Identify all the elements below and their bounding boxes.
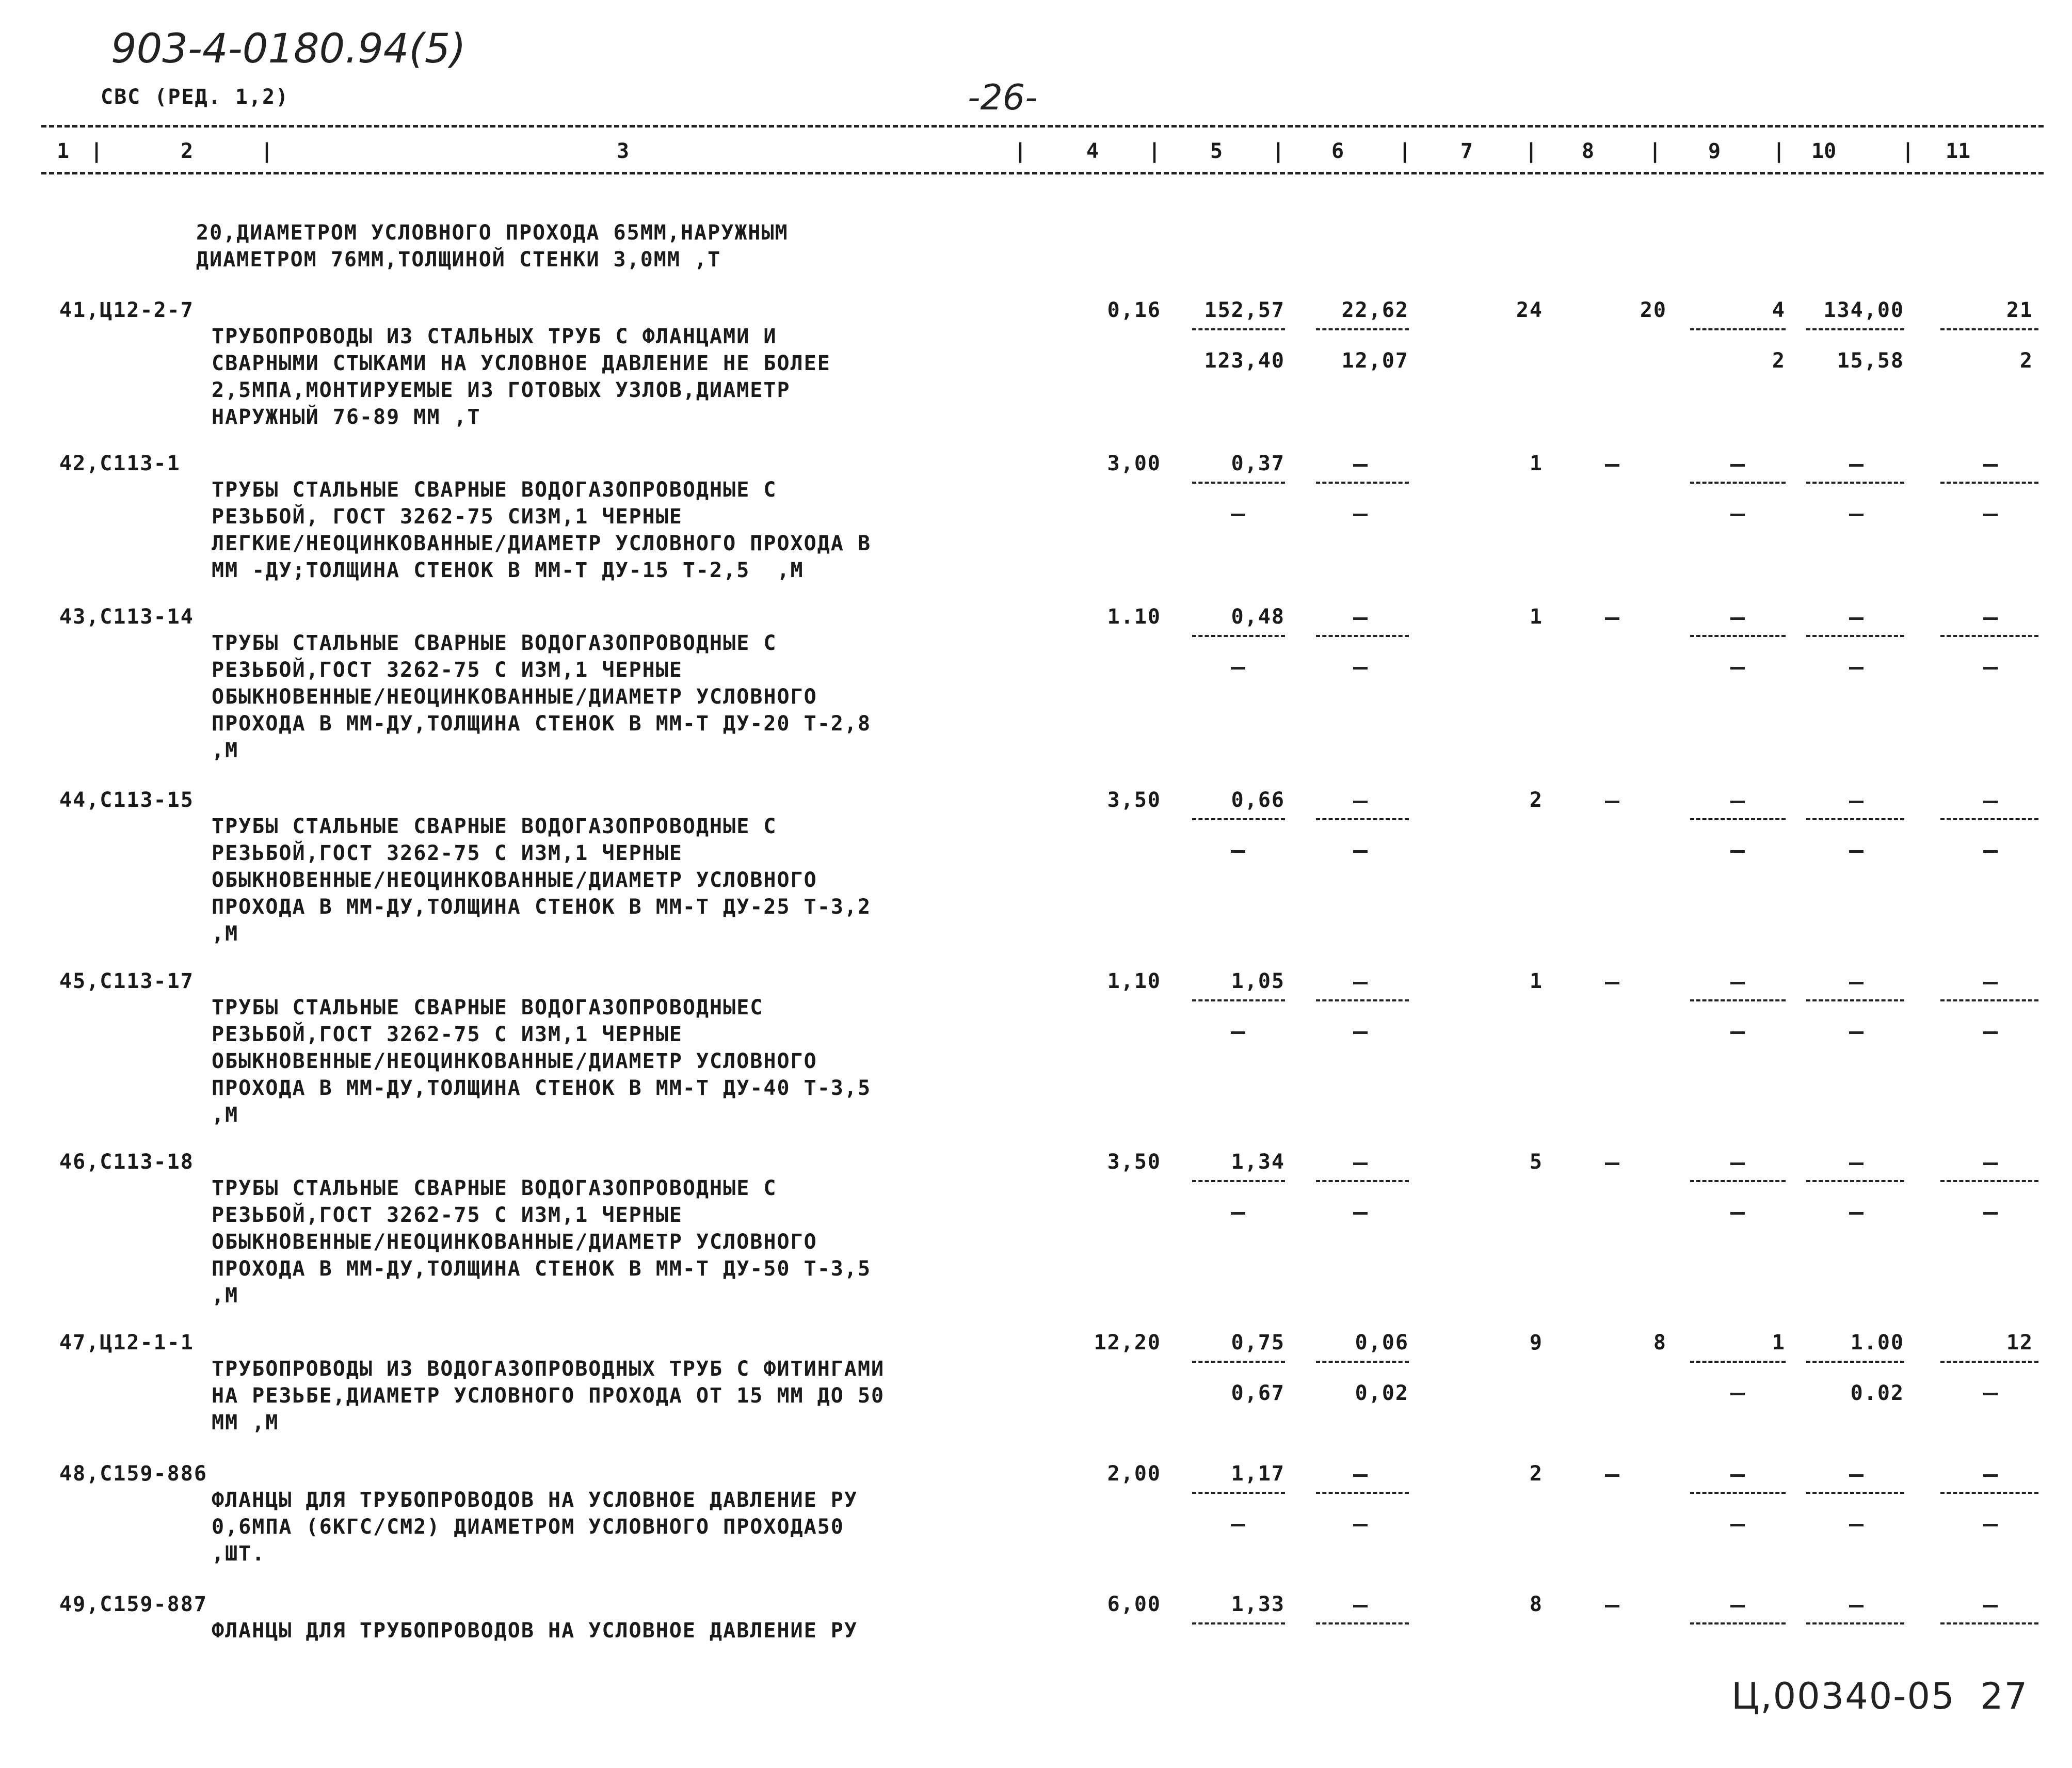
col-7-value: 8 — [1529, 1592, 1543, 1616]
col-10-dash — [1849, 1605, 1864, 1607]
col-11-value: 21 — [2006, 298, 2033, 322]
col-5-subvalue: 123,40 — [1204, 349, 1285, 373]
col-9-dash — [1730, 464, 1745, 467]
fraction-line — [1192, 1180, 1285, 1182]
col-10-subdash — [1849, 514, 1864, 516]
col-header-1: 1 — [57, 139, 70, 163]
col-9-value: 4 — [1772, 298, 1786, 322]
description-line: ТРУБЫ СТАЛЬНЫЕ СВАРНЫЕ ВОДОГАЗОПРОВОДНЫЕ С — [212, 1176, 777, 1200]
col-10-dash — [1849, 801, 1864, 803]
col-header-7: 7 — [1460, 139, 1473, 163]
row-code: 43,С113-14 — [59, 605, 194, 629]
col-4-value: 3,50 — [1107, 1150, 1161, 1174]
footer-stamp: Ц,00340-05 27 — [1731, 1675, 2029, 1717]
description-line: ТРУБЫ СТАЛЬНЫЕ СВАРНЫЕ ВОДОГАЗОПРОВОДНЫЕ С — [212, 631, 777, 655]
col-11-dash — [1983, 801, 1998, 803]
col-10-subdash — [1849, 667, 1864, 670]
description-line: ММ ,М — [212, 1411, 279, 1435]
col-10-subdash — [1849, 1031, 1864, 1034]
row-code: 46,С113-18 — [59, 1150, 194, 1174]
row-code: 48,С159-886 — [59, 1462, 207, 1486]
fraction-line — [1690, 818, 1786, 820]
col-11-dash — [1983, 982, 1998, 984]
col-4-value: 6,00 — [1107, 1592, 1161, 1616]
continuation-line: ДИАМЕТРОМ 76ММ,ТОЛЩИНОЙ СТЕНКИ 3,0ММ ,Т — [196, 248, 721, 272]
fraction-line — [1806, 1492, 1904, 1494]
fraction-line — [1690, 635, 1786, 637]
fraction-line — [1690, 1492, 1786, 1494]
col-header-6: 6 — [1331, 139, 1344, 163]
row-description — [212, 994, 871, 1128]
col-sep: | — [1902, 139, 1915, 163]
col-11-dash — [1983, 1474, 1998, 1477]
col-8-value: 20 — [1640, 298, 1667, 322]
fraction-line — [1192, 1361, 1285, 1363]
fraction-line — [1940, 635, 2038, 637]
fraction-line — [1940, 1492, 2038, 1494]
description-line: ФЛАНЦЫ ДЛЯ ТРУБОПРОВОДОВ НА УСЛОВНОЕ ДАВЛЕНИЕ РУ — [212, 1619, 858, 1643]
col-5-value: 1,34 — [1231, 1150, 1285, 1174]
col-5-subdash — [1231, 1031, 1245, 1034]
col-6-dash — [1353, 1162, 1368, 1165]
col-6-subdash — [1353, 1212, 1368, 1215]
col-7-value: 2 — [1529, 788, 1543, 812]
col-10-dash — [1849, 617, 1864, 620]
col-6-subdash — [1353, 1524, 1368, 1526]
col-9-dash — [1730, 1474, 1745, 1477]
col-6-value: 0,06 — [1355, 1331, 1409, 1355]
fraction-line — [1940, 328, 2038, 330]
description-line: ТРУБЫ СТАЛЬНЫЕ СВАРНЫЕ ВОДОГАЗОПРОВОДНЫЕ С — [212, 478, 777, 502]
fraction-line — [1192, 635, 1285, 637]
header-bottom-rule — [41, 172, 2044, 174]
fraction-line — [1192, 1622, 1285, 1624]
description-line: РЕЗЬБОЙ,ГОСТ 3262-75 С ИЗМ,1 ЧЕРНЫЕ — [212, 1023, 683, 1046]
col-8-dash — [1605, 982, 1619, 984]
col-9-dash — [1730, 801, 1745, 803]
fraction-line — [1316, 1492, 1409, 1494]
description-line: РЕЗЬБОЙ,ГОСТ 3262-75 С ИЗМ,1 ЧЕРНЫЕ — [212, 1203, 683, 1227]
fraction-line — [1940, 482, 2038, 484]
col-9-subdash — [1730, 1212, 1745, 1215]
col-5-subdash — [1231, 1524, 1245, 1526]
col-11-subdash — [1983, 1031, 1998, 1034]
col-11-subdash — [1983, 1524, 1998, 1526]
col-6-dash — [1353, 982, 1368, 984]
row-description — [212, 1617, 858, 1644]
row-code: 47,Ц12-1-1 — [59, 1331, 194, 1355]
col-8-value: 8 — [1653, 1331, 1667, 1355]
fraction-line — [1806, 1361, 1904, 1363]
fraction-line — [1316, 635, 1409, 637]
fraction-line — [1192, 482, 1285, 484]
col-6-subvalue: 0,02 — [1355, 1381, 1409, 1405]
description-line: ПРОХОДА В ММ-ДУ,ТОЛЩИНА СТЕНОК В ММ-Т ДУ-40 Т-3,5 — [212, 1076, 872, 1100]
col-6-dash — [1353, 801, 1368, 803]
fraction-line — [1806, 999, 1904, 1001]
col-5-subdash — [1231, 850, 1245, 853]
description-line: ЛЕГКИЕ/НЕОЦИНКОВАННЫЕ/ДИАМЕТР УСЛОВНОГО ПРОХОДА В — [212, 532, 872, 555]
col-5-value: 1,17 — [1231, 1462, 1285, 1486]
description-line: ,М — [212, 739, 239, 762]
col-9-dash — [1730, 617, 1745, 620]
col-6-value: 22,62 — [1341, 298, 1409, 322]
col-5-subdash — [1231, 514, 1245, 516]
row-code: 45,С113-17 — [59, 969, 194, 993]
col-8-dash — [1605, 1474, 1619, 1477]
header-top-rule — [41, 125, 2044, 128]
col-11-subdash — [1983, 514, 1998, 516]
description-line: РЕЗЬБОЙ,ГОСТ 3262-75 С ИЗМ,1 ЧЕРНЫЕ — [212, 658, 683, 682]
description-line: ПРОХОДА В ММ-ДУ,ТОЛЩИНА СТЕНОК В ММ-Т ДУ-25 Т-3,2 — [212, 895, 872, 919]
description-line: СВАРНЫМИ СТЫКАМИ НА УСЛОВНОЕ ДАВЛЕНИЕ НЕ БОЛЕЕ — [212, 352, 831, 375]
description-line: ОБЫКНОВЕННЫЕ/НЕОЦИНКОВАННЫЕ/ДИАМЕТР УСЛОВНОГО — [212, 685, 817, 709]
col-10-subvalue: 15,58 — [1837, 349, 1904, 373]
col-10-dash — [1849, 1474, 1864, 1477]
col-8-dash — [1605, 464, 1619, 467]
col-header-8: 8 — [1582, 139, 1595, 163]
col-10-dash — [1849, 982, 1864, 984]
handwritten-doc-id: 903-4-0180.94(5) — [111, 26, 466, 72]
col-5-value: 0,66 — [1231, 788, 1285, 812]
row-description — [212, 1175, 871, 1309]
col-7-value: 2 — [1529, 1462, 1543, 1486]
description-line: ,М — [212, 1103, 239, 1127]
col-10-dash — [1849, 1162, 1864, 1165]
col-11-dash — [1983, 464, 1998, 467]
description-line: ,ШТ. — [212, 1542, 266, 1566]
col-5-value: 1,05 — [1231, 969, 1285, 993]
col-sep: | — [1399, 139, 1411, 163]
col-7-value: 5 — [1529, 1150, 1543, 1174]
continuation-line: 20,ДИАМЕТРОМ УСЛОВНОГО ПРОХОДА 65ММ,НАРУЖНЫМ — [196, 221, 789, 245]
fraction-line — [1316, 328, 1409, 330]
row-code: 49,С159-887 — [59, 1592, 207, 1616]
row-code: 44,С113-15 — [59, 788, 194, 812]
col-header-2: 2 — [181, 139, 194, 163]
col-5-subvalue: 0,67 — [1231, 1381, 1285, 1405]
row-code: 42,С113-1 — [59, 452, 181, 475]
fraction-line — [1690, 1361, 1786, 1363]
col-6-dash — [1353, 617, 1368, 620]
description-line: ОБЫКНОВЕННЫЕ/НЕОЦИНКОВАННЫЕ/ДИАМЕТР УСЛОВНОГО — [212, 1230, 817, 1254]
fraction-line — [1316, 1361, 1409, 1363]
description-line: ТРУБОПРОВОДЫ ИЗ ВОДОГАЗОПРОВОДНЫХ ТРУБ С ФИТИНГАМИ — [212, 1357, 885, 1381]
col-9-subdash — [1730, 667, 1745, 670]
col-header-10: 10 — [1811, 139, 1837, 163]
description-line: ПРОХОДА В ММ-ДУ,ТОЛЩИНА СТЕНОК В ММ-Т ДУ-20 Т-2,8 — [212, 712, 872, 736]
col-sep: | — [1773, 139, 1786, 163]
col-10-subdash — [1849, 850, 1864, 853]
col-header-9: 9 — [1708, 139, 1721, 163]
fraction-line — [1806, 635, 1904, 637]
description-line: 0,6МПА (6КГС/СМ2) ДИАМЕТРОМ УСЛОВНОГО ПРОХОДА50 — [212, 1515, 844, 1539]
description-line: ПРОХОДА В ММ-ДУ,ТОЛЩИНА СТЕНОК В ММ-Т ДУ-50 Т-3,5 — [212, 1257, 872, 1281]
col-7-value: 24 — [1516, 298, 1543, 322]
col-5-value: 0,48 — [1231, 605, 1285, 629]
col-6-dash — [1353, 464, 1368, 467]
fraction-line — [1806, 1622, 1904, 1624]
col-10-dash — [1849, 464, 1864, 467]
description-line: РЕЗЬБОЙ, ГОСТ 3262-75 СИЗМ,1 ЧЕРНЫЕ — [212, 505, 683, 529]
fraction-line — [1940, 1361, 2038, 1363]
col-11-value: 12 — [2006, 1331, 2033, 1355]
description-line: ММ -ДУ;ТОЛЩИНА СТЕНОК В ММ-Т ДУ-15 Т-2,5 ,М — [212, 559, 804, 582]
col-4-value: 3,50 — [1107, 788, 1161, 812]
fraction-line — [1690, 482, 1786, 484]
fraction-line — [1806, 818, 1904, 820]
fraction-line — [1806, 1180, 1904, 1182]
description-line: ,М — [212, 1284, 239, 1308]
fraction-line — [1690, 328, 1786, 330]
col-5-value: 0,75 — [1231, 1331, 1285, 1355]
description-line: ТРУБЫ СТАЛЬНЫЕ СВАРНЫЕ ВОДОГАЗОПРОВОДНЫЕС — [212, 996, 764, 1020]
fraction-line — [1316, 482, 1409, 484]
col-9-dash — [1730, 982, 1745, 984]
fraction-line — [1192, 818, 1285, 820]
col-8-dash — [1605, 801, 1619, 803]
col-sep: | — [1148, 139, 1161, 163]
fraction-line — [1690, 1622, 1786, 1624]
row-description — [212, 1356, 885, 1436]
fraction-line — [1192, 1492, 1285, 1494]
col-8-dash — [1605, 1605, 1619, 1607]
col-9-subdash — [1730, 850, 1745, 853]
description-line: РЕЗЬБОЙ,ГОСТ 3262-75 С ИЗМ,1 ЧЕРНЫЕ — [212, 841, 683, 865]
col-9-subvalue: 2 — [1772, 349, 1786, 373]
fraction-line — [1940, 818, 2038, 820]
description-line: ТРУБЫ СТАЛЬНЫЕ СВАРНЫЕ ВОДОГАЗОПРОВОДНЫЕ С — [212, 815, 777, 838]
description-line: ОБЫКНОВЕННЫЕ/НЕОЦИНКОВАННЫЕ/ДИАМЕТР УСЛОВНОГО — [212, 868, 817, 892]
col-4-value: 1.10 — [1107, 605, 1161, 629]
col-sep: | — [1272, 139, 1285, 163]
col-8-dash — [1605, 1162, 1619, 1165]
continuation-text — [196, 219, 789, 273]
col-7-value: 9 — [1529, 1331, 1543, 1355]
col-6-subdash — [1353, 850, 1368, 853]
fraction-line — [1192, 328, 1285, 330]
col-sep: | — [90, 139, 103, 163]
fraction-line — [1940, 1180, 2038, 1182]
fraction-line — [1316, 999, 1409, 1001]
fraction-line — [1316, 1180, 1409, 1182]
col-5-value: 0,37 — [1231, 452, 1285, 475]
row-description — [212, 323, 831, 431]
col-sep: | — [261, 139, 274, 163]
col-4-value: 3,00 — [1107, 452, 1161, 475]
col-9-subdash — [1730, 514, 1745, 516]
row-description — [212, 476, 871, 584]
fraction-line — [1690, 1180, 1786, 1182]
edition-label: СВС (РЕД. 1,2) — [101, 85, 290, 109]
col-10-subdash — [1849, 1212, 1864, 1215]
fraction-line — [1316, 1622, 1409, 1624]
col-9-subdash — [1730, 1393, 1745, 1395]
row-description — [212, 630, 871, 764]
col-sep: | — [1014, 139, 1027, 163]
fraction-line — [1806, 482, 1904, 484]
col-8-dash — [1605, 617, 1619, 620]
col-6-dash — [1353, 1474, 1368, 1477]
col-6-subdash — [1353, 667, 1368, 670]
col-4-value: 1,10 — [1107, 969, 1161, 993]
description-line: ОБЫКНОВЕННЫЕ/НЕОЦИНКОВАННЫЕ/ДИАМЕТР УСЛОВНОГО — [212, 1049, 817, 1073]
col-9-subdash — [1730, 1031, 1745, 1034]
description-line: ,М — [212, 922, 239, 946]
col-11-subdash — [1983, 850, 1998, 853]
col-sep: | — [1525, 139, 1538, 163]
col-11-subdash — [1983, 1212, 1998, 1215]
col-7-value: 1 — [1529, 452, 1543, 475]
col-header-3: 3 — [617, 139, 630, 163]
row-description — [212, 813, 871, 947]
col-5-subdash — [1231, 1212, 1245, 1215]
col-4-value: 12,20 — [1094, 1331, 1161, 1355]
col-11-dash — [1983, 1162, 1998, 1165]
col-6-subvalue: 12,07 — [1341, 349, 1409, 373]
col-9-dash — [1730, 1162, 1745, 1165]
col-10-value: 1.00 — [1850, 1331, 1904, 1355]
col-10-subdash — [1849, 1524, 1864, 1526]
col-11-subdash — [1983, 667, 1998, 670]
col-11-dash — [1983, 617, 1998, 620]
col-11-subvalue: 2 — [2019, 349, 2033, 373]
col-7-value: 1 — [1529, 969, 1543, 993]
fraction-line — [1192, 999, 1285, 1001]
col-9-dash — [1730, 1605, 1745, 1607]
col-7-value: 1 — [1529, 605, 1543, 629]
col-10-value: 134,00 — [1823, 298, 1904, 322]
col-header-4: 4 — [1086, 139, 1099, 163]
col-header-11: 11 — [1946, 139, 1971, 163]
col-11-dash — [1983, 1605, 1998, 1607]
col-5-value: 152,57 — [1204, 298, 1285, 322]
col-9-subdash — [1730, 1524, 1745, 1526]
description-line: ТРУБОПРОВОДЫ ИЗ СТАЛЬНЫХ ТРУБ С ФЛАНЦАМИ И — [212, 325, 777, 348]
fraction-line — [1940, 1622, 2038, 1624]
col-6-subdash — [1353, 514, 1368, 516]
description-line: НАРУЖНЫЙ 76-89 ММ ,Т — [212, 405, 481, 429]
col-6-subdash — [1353, 1031, 1368, 1034]
col-header-5: 5 — [1210, 139, 1223, 163]
col-sep: | — [1649, 139, 1662, 163]
page-number: -26- — [968, 77, 1038, 118]
col-10-subvalue: 0.02 — [1850, 1381, 1904, 1405]
row-description — [212, 1487, 858, 1567]
fraction-line — [1316, 818, 1409, 820]
col-4-value: 0,16 — [1107, 298, 1161, 322]
col-11-subdash — [1983, 1393, 1998, 1395]
col-5-subdash — [1231, 667, 1245, 670]
row-code: 41,Ц12-2-7 — [59, 298, 194, 322]
col-4-value: 2,00 — [1107, 1462, 1161, 1486]
fraction-line — [1940, 999, 2038, 1001]
description-line: 2,5МПА,МОНТИРУЕМЫЕ ИЗ ГОТОВЫХ УЗЛОВ,ДИАМЕТР — [212, 378, 791, 402]
fraction-line — [1806, 328, 1904, 330]
col-5-value: 1,33 — [1231, 1592, 1285, 1616]
col-9-value: 1 — [1772, 1331, 1786, 1355]
description-line: ФЛАНЦЫ ДЛЯ ТРУБОПРОВОДОВ НА УСЛОВНОЕ ДАВЛЕНИЕ РУ — [212, 1488, 858, 1512]
col-6-dash — [1353, 1605, 1368, 1607]
description-line: НА РЕЗЬБЕ,ДИАМЕТР УСЛОВНОГО ПРОХОДА ОТ 15 ММ ДО 50 — [212, 1384, 885, 1408]
fraction-line — [1690, 999, 1786, 1001]
